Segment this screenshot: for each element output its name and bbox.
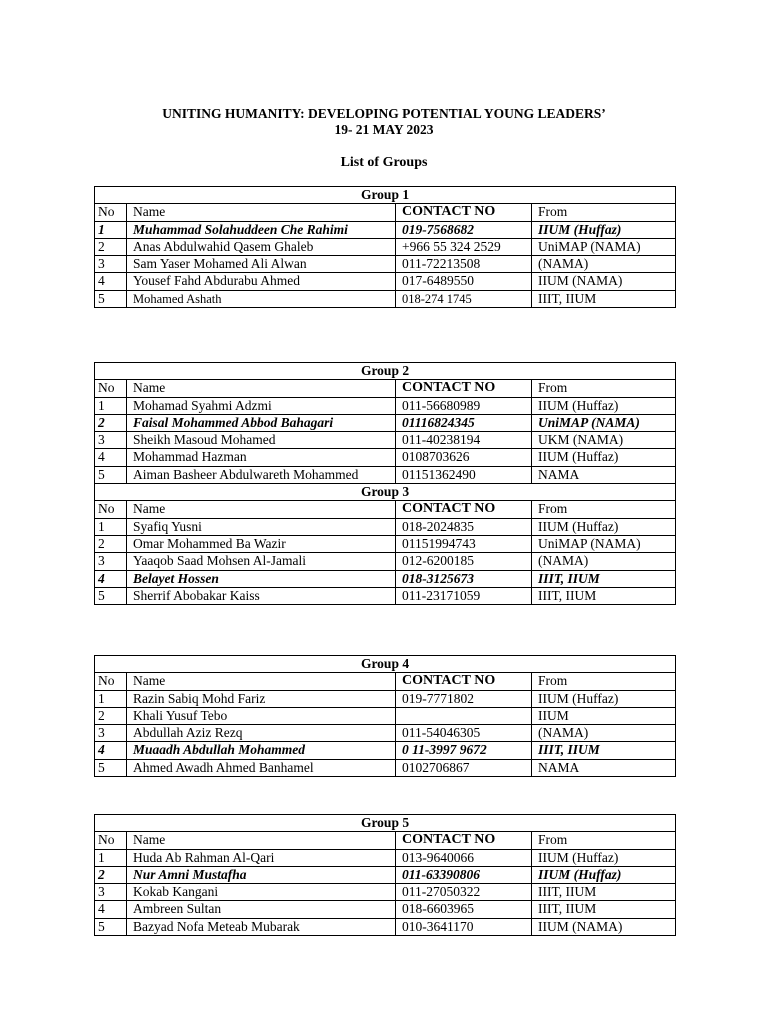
table-row: [95, 707, 676, 724]
row-no: 4: [95, 273, 127, 290]
table-row: [95, 449, 676, 466]
column-header-name: Name: [127, 673, 396, 690]
column-header-no: No: [95, 832, 127, 849]
column-header-name: Name: [127, 832, 396, 849]
table-row: [95, 290, 676, 307]
row-name: Syafiq Yusni: [127, 518, 396, 535]
row-name: Mohammad Hazman: [127, 449, 396, 466]
group-1-table: [94, 186, 676, 308]
table-row: [95, 432, 676, 449]
group-title: Group 3: [95, 484, 676, 501]
row-no: 2: [95, 238, 127, 255]
row-no: 5: [95, 290, 127, 307]
row-from: IIIT, IIUM: [532, 901, 676, 918]
list-heading: List of Groups: [340, 155, 428, 170]
row-no: 4: [95, 901, 127, 918]
row-no: 2: [95, 866, 127, 883]
column-header-from: From: [532, 204, 676, 221]
column-header-contact: CONTACT NO: [396, 832, 532, 849]
row-contact: 0 11-3997 9672: [396, 742, 532, 759]
row-name: Omar Mohammed Ba Wazir: [127, 535, 396, 552]
row-from: NAMA: [532, 759, 676, 776]
table-row: [95, 849, 676, 866]
row-from: UKM (NAMA): [532, 432, 676, 449]
table-row: [95, 535, 676, 552]
row-contact: 011-27050322: [396, 884, 532, 901]
group-header-row: [95, 656, 676, 673]
table-row: [95, 518, 676, 535]
column-header-row: [95, 501, 676, 518]
group-title: Group 1: [95, 187, 676, 204]
row-no: 1: [95, 221, 127, 238]
column-header-no: No: [95, 204, 127, 221]
row-no: 1: [95, 397, 127, 414]
column-header-name: Name: [127, 380, 396, 397]
row-from: IIUM (Huffaz): [532, 866, 676, 883]
row-contact: [396, 707, 532, 724]
column-header-row: [95, 380, 676, 397]
row-from: IIUM (NAMA): [532, 918, 676, 935]
row-no: 3: [95, 553, 127, 570]
column-header-row: [95, 673, 676, 690]
row-name: Sherrif Abobakar Kaiss: [127, 587, 396, 604]
row-from: IIIT, IIUM: [532, 587, 676, 604]
column-header-from: From: [532, 832, 676, 849]
table-row: [95, 866, 676, 883]
row-name: Bazyad Nofa Meteab Mubarak: [127, 918, 396, 935]
row-name: Kokab Kangani: [127, 884, 396, 901]
row-no: 4: [95, 742, 127, 759]
group-4-table: [94, 655, 676, 777]
column-header-row: [95, 204, 676, 221]
row-no: 5: [95, 587, 127, 604]
row-no: 1: [95, 690, 127, 707]
table-row: [95, 901, 676, 918]
row-from: IIUM: [532, 707, 676, 724]
row-from: IIIT, IIUM: [532, 570, 676, 587]
row-name: Nur Amni Mustafha: [127, 866, 396, 883]
row-contact: 011-72213508: [396, 256, 532, 273]
row-from: IIUM (NAMA): [532, 273, 676, 290]
row-from: IIUM (Huffaz): [532, 397, 676, 414]
row-name: Sheikh Masoud Mohamed: [127, 432, 396, 449]
row-name: Aiman Basheer Abdulwareth Mohammed: [127, 466, 396, 483]
table-row: [95, 690, 676, 707]
table-row: [95, 725, 676, 742]
table-row: [95, 256, 676, 273]
row-name: Mohamad Syahmi Adzmi: [127, 397, 396, 414]
row-from: IIIT, IIUM: [532, 884, 676, 901]
column-header-no: No: [95, 380, 127, 397]
column-header-name: Name: [127, 204, 396, 221]
group-title: Group 5: [95, 815, 676, 832]
column-header-row: [95, 832, 676, 849]
row-name: Anas Abdulwahid Qasem Ghaleb: [127, 238, 396, 255]
row-from: IIUM (Huffaz): [532, 849, 676, 866]
group-header-row: [95, 363, 676, 380]
table-row: [95, 570, 676, 587]
row-no: 5: [95, 918, 127, 935]
row-no: 3: [95, 432, 127, 449]
table-row: [95, 918, 676, 935]
column-header-no: No: [95, 673, 127, 690]
row-no: 4: [95, 570, 127, 587]
row-no: 2: [95, 707, 127, 724]
row-contact: 01151994743: [396, 535, 532, 552]
column-header-name: Name: [127, 501, 396, 518]
row-from: UniMAP (NAMA): [532, 535, 676, 552]
row-name: Khali Yusuf Tebo: [127, 707, 396, 724]
row-from: IIUM (Huffaz): [532, 690, 676, 707]
row-contact: 012-6200185: [396, 553, 532, 570]
row-contact: 018-3125673: [396, 570, 532, 587]
column-header-from: From: [532, 673, 676, 690]
row-no: 3: [95, 256, 127, 273]
row-contact: 011-54046305: [396, 725, 532, 742]
row-from: IIUM (Huffaz): [532, 449, 676, 466]
row-name: Muaadh Abdullah Mohammed: [127, 742, 396, 759]
row-from: IIUM (Huffaz): [532, 221, 676, 238]
row-name: Mohamed Ashath: [127, 290, 396, 307]
group-title: Group 2: [95, 363, 676, 380]
table-row: [95, 466, 676, 483]
document-title: UNITING HUMANITY: DEVELOPING POTENTIAL YOUNG LEADERS’: [162, 106, 606, 121]
row-from: (NAMA): [532, 725, 676, 742]
table-row: [95, 273, 676, 290]
row-contact: 013-9640066: [396, 849, 532, 866]
column-header-contact: CONTACT NO: [396, 380, 532, 397]
row-contact: 019-7771802: [396, 690, 532, 707]
row-name: Muhammad Solahuddeen Che Rahimi: [127, 221, 396, 238]
row-contact: 011-63390806: [396, 866, 532, 883]
group-header-row: [95, 187, 676, 204]
group-header-row: [95, 484, 676, 501]
row-contact: 01116824345: [396, 414, 532, 431]
table-row: [95, 587, 676, 604]
row-name: Huda Ab Rahman Al-Qari: [127, 849, 396, 866]
row-contact: 011-23171059: [396, 587, 532, 604]
row-no: 2: [95, 414, 127, 431]
row-no: 3: [95, 884, 127, 901]
row-from: UniMAP (NAMA): [532, 414, 676, 431]
row-no: 5: [95, 466, 127, 483]
table-row: [95, 759, 676, 776]
row-no: 3: [95, 725, 127, 742]
row-contact: 018-2024835: [396, 518, 532, 535]
row-no: 4: [95, 449, 127, 466]
row-contact: 0108703626: [396, 449, 532, 466]
column-header-from: From: [532, 380, 676, 397]
column-header-contact: CONTACT NO: [396, 204, 532, 221]
row-name: Razin Sabiq Mohd Fariz: [127, 690, 396, 707]
group-header-row: [95, 815, 676, 832]
row-from: IIUM (Huffaz): [532, 518, 676, 535]
row-from: (NAMA): [532, 256, 676, 273]
row-name: Yousef Fahd Abdurabu Ahmed: [127, 273, 396, 290]
row-contact: 011-56680989: [396, 397, 532, 414]
row-no: 2: [95, 535, 127, 552]
row-name: Ambreen Sultan: [127, 901, 396, 918]
row-no: 1: [95, 849, 127, 866]
document-date: 19- 21 MAY 2023: [334, 122, 434, 137]
row-contact: 0102706867: [396, 759, 532, 776]
row-contact: 018-274 1745: [396, 290, 532, 307]
row-name: Faisal Mohammed Abbod Bahagari: [127, 414, 396, 431]
row-from: IIIT, IIUM: [532, 742, 676, 759]
row-name: Ahmed Awadh Ahmed Banhamel: [127, 759, 396, 776]
group-title: Group 4: [95, 656, 676, 673]
column-header-no: No: [95, 501, 127, 518]
row-from: (NAMA): [532, 553, 676, 570]
column-header-contact: CONTACT NO: [396, 501, 532, 518]
row-contact: 010-3641170: [396, 918, 532, 935]
table-row: [95, 742, 676, 759]
table-row: [95, 884, 676, 901]
row-name: Belayet Hossen: [127, 570, 396, 587]
row-no: 1: [95, 518, 127, 535]
table-row: [95, 553, 676, 570]
row-contact: 011-40238194: [396, 432, 532, 449]
row-contact: 018-6603965: [396, 901, 532, 918]
row-contact: 01151362490: [396, 466, 532, 483]
row-name: Sam Yaser Mohamed Ali Alwan: [127, 256, 396, 273]
row-contact: 017-6489550: [396, 273, 532, 290]
row-from: NAMA: [532, 466, 676, 483]
table-row: [95, 414, 676, 431]
row-name: Yaaqob Saad Mohsen Al-Jamali: [127, 553, 396, 570]
table-row: [95, 221, 676, 238]
row-contact: 019-7568682: [396, 221, 532, 238]
table-row: [95, 238, 676, 255]
column-header-contact: CONTACT NO: [396, 673, 532, 690]
row-no: 5: [95, 759, 127, 776]
column-header-from: From: [532, 501, 676, 518]
row-name: Abdullah Aziz Rezq: [127, 725, 396, 742]
group-5-table: [94, 814, 676, 936]
group-2-3-table: [94, 362, 676, 605]
row-from: UniMAP (NAMA): [532, 238, 676, 255]
row-from: IIIT, IIUM: [532, 290, 676, 307]
row-contact: +966 55 324 2529: [396, 238, 532, 255]
table-row: [95, 397, 676, 414]
